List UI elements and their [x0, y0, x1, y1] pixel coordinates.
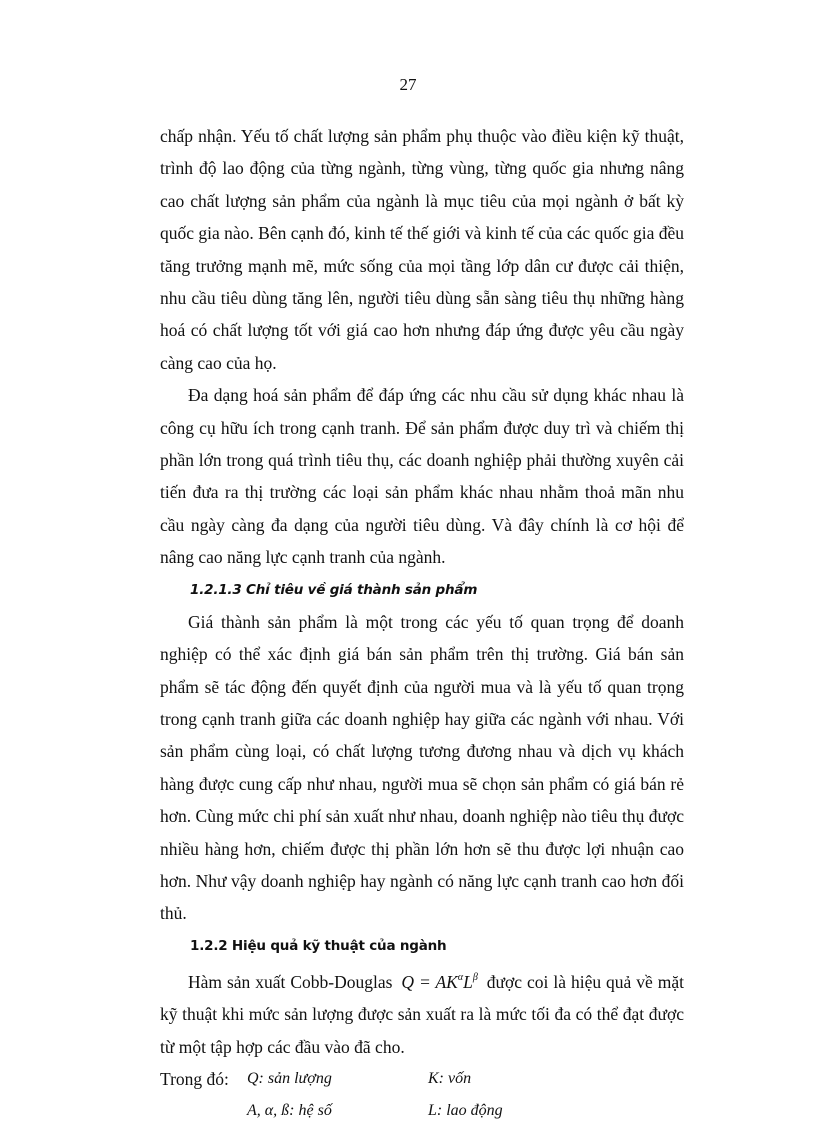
heading-1-2-2: 1.2.2 Hiệu quả kỹ thuật của ngành — [190, 937, 447, 954]
formula-beta: β — [472, 971, 478, 983]
cobb-douglas-description: được coi là hiệu quả về mặt kỹ thuật khi mức sản lượng được sản xuất ra là mức tối đa có thể đạt được từ một tập hợp các đầu vào đã cho. — [160, 971, 685, 1057]
cobb-douglas-formula — [397, 972, 481, 992]
legend-k: K: vốn — [428, 1069, 472, 1087]
legend-lead: Trong đó: — [160, 1068, 229, 1089]
document-body — [160, 120, 684, 1127]
paragraph-cobb-douglas — [160, 962, 684, 1063]
legend-q: Q: sản lượng — [247, 1069, 332, 1087]
variable-legend — [160, 1063, 684, 1127]
paragraph-quality: chấp nhận. Yếu tố chất lượng sản phẩm phụ thuộc vào điều kiện kỹ thuật, trình độ lao động của từng ngành, từng vùng, từng quốc gia nhưng nâng cao chất lượng sản phẩm của ngành là mục tiêu của mọi ngành ở bất kỳ quốc gia nào. Bên cạnh đó, kinh tế thế giới và kinh tế của các quốc gia đều tăng trưởng mạnh mẽ, mức sống của mọi tầng lớp dân cư được cải thiện, nhu cầu tiêu dùng tăng lên, người tiêu dùng sẵn sàng tiêu thụ những hàng hoá có chất lượng tốt với giá cao hơn nhưng đáp ứng được yêu cầu ngày càng cao của họ. — [160, 126, 684, 373]
legend-coefficients: A, α, ß: hệ số — [247, 1101, 332, 1119]
formula-base: Q = AK — [401, 971, 458, 992]
formula-alpha: α — [457, 971, 464, 983]
legend-l: L: lao động — [428, 1101, 503, 1119]
paragraph-cost: Giá thành sản phẩm là một trong các yếu tố quan trọng để doanh nghiệp có thể xác định giá bán sản phẩm trên thị trường. Giá bán sản phẩm sẽ tác động đến quyết định của người mua và là yếu tố quan trọng trong cạnh tranh giữa các doanh nghiệp hay giữa các ngành với nhau. Với sản phẩm cùng loại, có chất lượng tương đương nhau và dịch vụ khách hàng được cung cấp như nhau, người mua sẽ chọn sản phẩm có giá bán rẻ hơn. Cùng mức chi phí sản xuất như nhau, doanh nghiệp nào tiêu thụ được nhiều hàng hơn, chiếm được thị phần lớn hơn sẽ thu được lợi nhuận cao hơn. Như vậy doanh nghiệp hay ngành có năng lực cạnh tranh cao hơn đối thủ. — [160, 611, 684, 924]
formula-l: L — [463, 971, 473, 992]
paragraph-diversification: Đa dạng hoá sản phẩm để đáp ứng các nhu cầu sử dụng khác nhau là công cụ hữu ích trong cạnh tranh. Để sản phẩm được duy trì và chiếm thị phần lớn trong quá trình tiêu thụ, các doanh nghiệp phải thường xuyên cải tiến đưa ra thị trường các loại sản phẩm khác nhau nhằm thoả mãn nhu cầu ngày càng đa dạng của người tiêu dùng. Và đây chính là cơ hội để nâng cao năng lực cạnh tranh của ngành. — [160, 385, 684, 568]
cobb-douglas-intro: Hàm sản xuất Cobb-Douglas — [188, 971, 393, 992]
heading-1-2-1-3: 1.2.1.3 Chỉ tiêu về giá thành sản phẩm — [190, 581, 478, 598]
page-number: 27 — [399, 75, 417, 94]
